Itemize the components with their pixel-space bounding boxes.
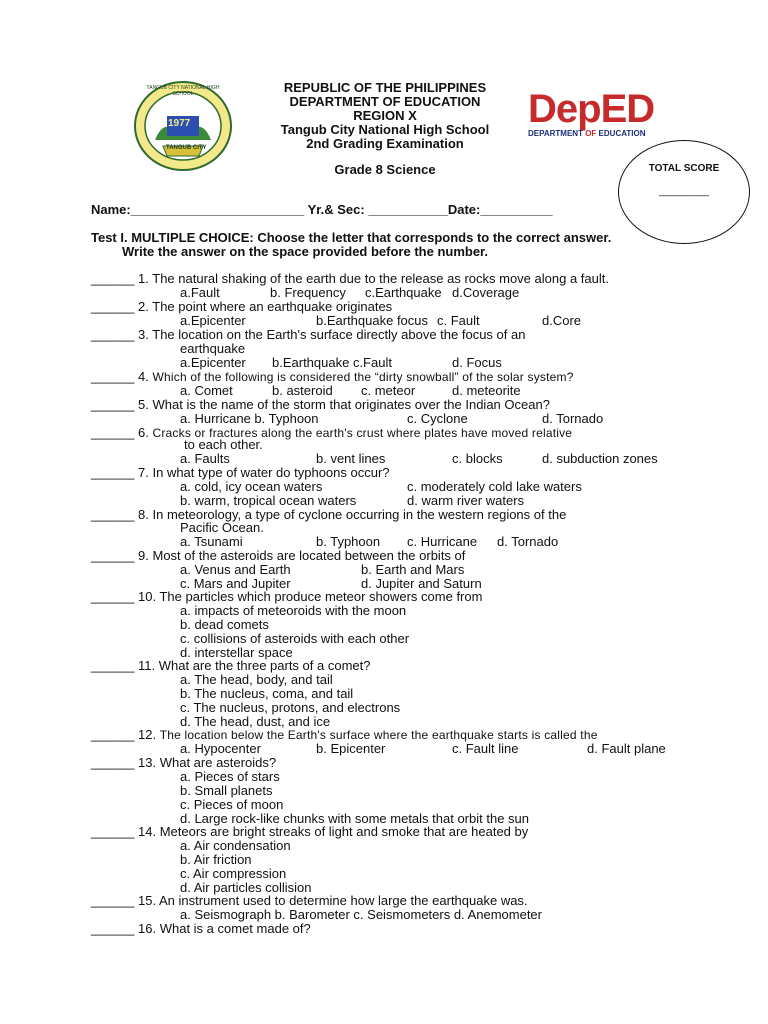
choice-8c: c. Hurricane [407,534,478,549]
deped-logo-word: DepED [528,87,655,131]
answer-blank[interactable]: ______ [91,589,135,604]
question-13 [91,756,276,770]
answer-blank[interactable]: ______ [91,893,135,908]
choice-4a: a. Comet [180,383,233,398]
choice-11c: c. The nucleus, protons, and electrons [180,700,401,715]
question-5 [91,398,550,412]
question-number: 10. [138,589,157,604]
question-text: Meteors are bright streaks of light and smoke that are heated by [159,824,529,839]
question-12 [91,728,598,742]
choice-7a: a. cold, icy ocean waters [180,479,323,494]
question-16 [91,922,311,936]
choice-2c: c. Fault [437,313,480,328]
deped-logo-sub-left: DEPARTMENT [528,129,583,138]
question-text: In what type of water do typhoons occur? [152,465,390,480]
answer-blank[interactable]: ______ [91,921,135,936]
question-text: An instrument used to determine how large the earthquake was. [159,893,528,908]
question-8 [91,508,566,522]
question-number: 5. [138,397,149,412]
choice-7b: b. warm, tropical ocean waters [180,493,357,508]
choice-8b: b. Typhoon [316,534,381,549]
answer-blank[interactable]: ______ [91,824,135,839]
choice-4c: c. meteor [361,383,416,398]
question-number: 12. [138,727,157,742]
question-number: 13. [138,755,157,770]
choice-2d: d.Core [542,313,582,328]
choice-14d: d. Air particles collision [180,880,312,895]
choice-7c: c. moderately cold lake waters [407,479,582,494]
choice-14c: c. Air compression [180,866,287,881]
answer-blank[interactable]: ______ [91,271,135,286]
question-14 [91,825,528,839]
deped-logo-sub-right: EDUCATION [598,129,646,138]
choice-10a: a. impacts of meteoroids with the moon [180,603,407,618]
choice-4b: b. asteroid [272,383,333,398]
header-republic: REPUBLIC OF THE PHILIPPINES [283,80,487,95]
choice-10d: d. interstellar space [180,645,293,660]
choice-1c: c.Earthquake [365,285,442,300]
total-score-circle [618,140,750,244]
question-number: 2. [138,299,149,314]
header-school: Tangub City National High School [280,122,490,137]
question-number: 3. [138,327,149,342]
choice-11a: a. The head, body, and tail [180,672,333,687]
header-department: DEPARTMENT OF EDUCATION [289,94,481,109]
choice-2b: b.Earthquake focus [316,313,429,328]
question-11 [91,659,370,673]
answer-blank[interactable]: ______ [91,727,135,742]
school-logo [133,80,233,172]
question-number: 15. [138,893,157,908]
answer-blank[interactable]: ______ [91,658,135,673]
question-text: The natural shaking of the earth due to the release as rocks move along a fault. [152,271,609,286]
choice-12d: d. Fault plane [587,741,666,756]
question-number: 4. [138,369,149,384]
choice-1a: a.Fault [180,285,220,300]
question-number: 11. [138,658,156,673]
question-6-continuation: to each other. [184,437,263,452]
question-number: 1. [138,271,149,286]
choice-5ab: a. Hurricane b. Typhoon [180,411,319,426]
choice-3bc: b.Earthquake c.Fault [272,355,392,370]
answer-blank[interactable]: ______ [91,327,135,342]
answer-blank[interactable]: ______ [91,507,135,522]
school-logo-year: 1977 [168,118,191,129]
deped-logo-subtitle [528,129,646,138]
question-2 [91,300,392,314]
question-7 [91,466,390,480]
choice-12b: b. Epicenter [316,741,386,756]
question-text: The location on the Earth's surface directly above the focus of an [152,327,526,342]
choice-5c: c. Cyclone [407,411,468,426]
question-9 [91,549,465,563]
question-text: What are asteroids? [159,755,277,770]
question-number: 16. [138,921,157,936]
choice-6c: c. blocks [452,451,503,466]
instructions-line1: Test I. MULTIPLE CHOICE: Choose the letter that corresponds to the correct answer. [91,230,612,245]
question-text: The location below the Earth's surface where the earthquake starts is called the [159,728,598,742]
school-logo-ring-text: TANGUB CITY NATIONAL HIGH SCHOOL [146,85,220,97]
question-text: The particles which produce meteor showers come from [159,589,483,604]
header-region: REGION X [353,108,417,123]
question-text: The point where an earthquake originates [152,299,393,314]
header-exam: 2nd Grading Examination [306,136,464,151]
choice-1d: d.Coverage [452,285,520,300]
question-number: 8. [138,507,149,522]
choice-8a: a. Tsunami [180,534,243,549]
answer-blank[interactable]: ______ [91,369,135,384]
total-score-blank: _________ [658,186,710,197]
answer-blank[interactable]: ______ [91,299,135,314]
question-1 [91,272,609,286]
question-15 [91,894,528,908]
choice-14a: a. Air condensation [180,838,291,853]
choice-10b: b. dead comets [180,617,269,632]
choice-9b: b. Earth and Mars [361,562,465,577]
name-line[interactable]: Name:________________________ Yr.& Sec: ___________Date:__________ [91,202,553,217]
question-6 [91,426,572,440]
choice-6b: b. vent lines [316,451,386,466]
question-text: What is the name of the storm that originates over the Indian Ocean? [152,397,550,412]
choice-6d: d. subduction zones [542,451,658,466]
choice-1b: b. Frequency [270,285,346,300]
choice-9c: c. Mars and Jupiter [180,576,291,591]
choice-10c: c. collisions of asteroids with each other [180,631,410,646]
answer-blank[interactable]: ______ [91,425,135,440]
choice-4d: d. meteorite [452,383,521,398]
choice-15-all: a. Seismograph b. Barometer c. Seismometers d. Anemometer [180,907,542,922]
answer-blank[interactable]: ______ [91,548,135,563]
answer-blank[interactable]: ______ [91,755,135,770]
choice-3d: d. Focus [452,355,502,370]
answer-blank[interactable]: ______ [91,465,135,480]
choice-7d: d. warm river waters [407,493,525,508]
question-text: Cracks or fractures along the earth's crust where plates have moved relative [152,426,573,440]
choice-9d: d. Jupiter and Saturn [361,576,482,591]
question-10 [91,590,482,604]
deped-logo-sub-of: OF [585,129,597,138]
header-subject: Grade 8 Science [334,162,436,177]
question-number: 9. [138,548,149,563]
question-text: Which of the following is considered the “dirty snowball” of the solar system? [152,370,574,384]
choice-3a: a.Epicenter [180,355,246,370]
question-8-continuation: Pacific Ocean. [180,520,264,535]
question-number: 7. [138,465,149,480]
choice-13c: c. Pieces of moon [180,797,284,812]
question-text: In meteorology, a type of cyclone occurring in the western regions of the [152,507,567,522]
question-3-continuation: earthquake [180,341,246,356]
choice-11d: d. The head, dust, and ice [180,714,331,729]
deped-logo [528,87,655,145]
choice-8d: d. Tornado [497,534,559,549]
school-logo-city: TANGUB CITY [166,145,207,151]
question-text: Most of the asteroids are located between the orbits of [152,548,466,563]
choice-14b: b. Air friction [180,852,252,867]
question-3 [91,328,525,342]
question-4 [91,370,574,384]
question-text: What is a comet made of? [159,921,311,936]
choice-2a: a.Epicenter [180,313,246,328]
choice-13a: a. Pieces of stars [180,769,280,784]
choice-13d: d. Large rock-like chunks with some metals that orbit the sun [180,811,529,826]
question-number: 14. [138,824,157,839]
choice-11b: b. The nucleus, coma, and tail [180,686,354,701]
instructions-line2: Write the answer on the space provided before the number. [122,244,489,259]
question-number: 6. [138,425,149,440]
choice-12c: c. Fault line [452,741,519,756]
choice-12a: a. Hypocenter [180,741,261,756]
total-score-label: TOTAL SCORE [648,163,720,174]
choice-6a: a. Faults [180,451,230,466]
choice-9a: a. Venus and Earth [180,562,291,577]
question-text: What are the three parts of a comet? [158,658,371,673]
answer-blank[interactable]: ______ [91,397,135,412]
choice-13b: b. Small planets [180,783,273,798]
choice-5d: d. Tornado [542,411,604,426]
